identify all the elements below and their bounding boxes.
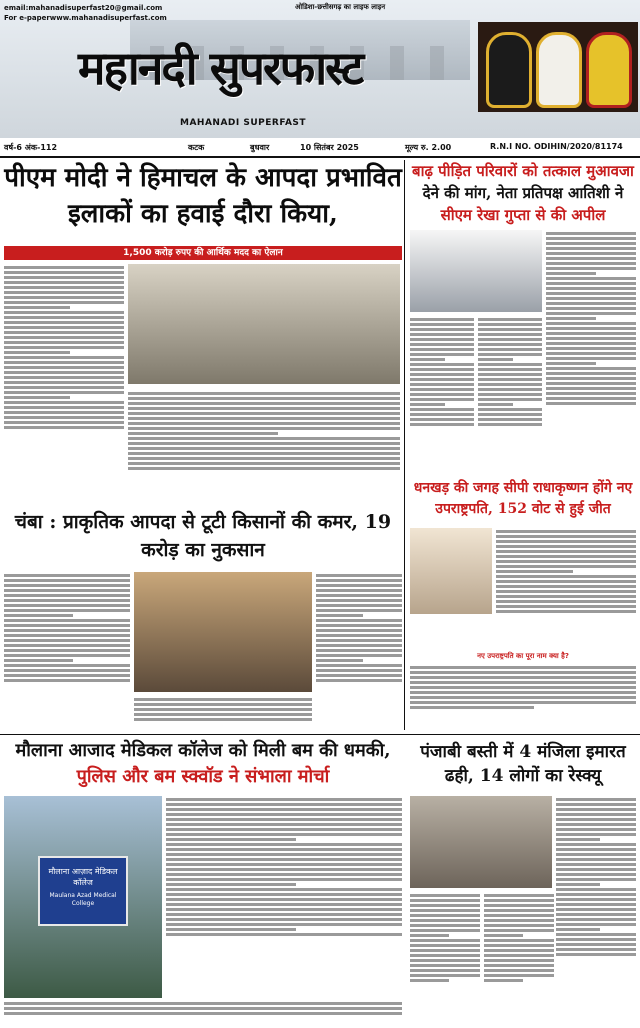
atishi-headline-line2: देने की मांग, नेता प्रतिपक्ष आतिशी ने <box>422 184 624 202</box>
contact-block <box>4 3 167 23</box>
farmers-headline-line1: चंबा : प्राकृतिक आपदा से टूटी किसानों की कमर, 19 <box>14 511 392 533</box>
masthead <box>0 0 640 138</box>
collapse-photo <box>410 796 552 888</box>
farmers-body-col1 <box>4 572 130 732</box>
college-sign-hindi: मौलाना आज़ाद मेडिकल कॉलेज <box>48 867 118 887</box>
epaper-link[interactable]: For e-paperwww.mahanadisuperfast.com <box>4 14 167 22</box>
atishi-photo <box>410 230 542 312</box>
weekday: बुधवार <box>250 143 270 152</box>
building-collapse-body-col1 <box>410 892 480 1024</box>
rni-number: R.N.I NO. ODIHIN/2020/81174 <box>490 142 623 151</box>
lead-body-col2 <box>128 390 400 502</box>
tagline: ओडिशा-छत्तीसगढ़ का लाइफ लाइन <box>295 3 386 11</box>
college-sign <box>38 856 128 926</box>
lead-strap: 1,500 करोड़ रुपए की आर्थिक मदद का ऐलान <box>4 246 402 260</box>
lead-headline[interactable] <box>4 160 402 232</box>
official-photo <box>134 572 312 692</box>
atishi-body-col3 <box>546 230 636 476</box>
radhakrishnan-photo <box>410 528 492 614</box>
vice-president-body <box>496 528 636 648</box>
medical-college-headline-line2: पुलिस और बम स्क्वॉड ने संभाला मोर्चा <box>76 766 330 787</box>
newspaper-subtitle: MAHANADI SUPERFAST <box>180 118 307 128</box>
building-collapse-body-col3 <box>556 796 636 1024</box>
vice-president-subhead: नए उपराष्ट्रपति का पूरा नाम क्या है? <box>477 652 569 660</box>
farmers-body-col3 <box>134 696 312 732</box>
building-collapse-headline-line1: पंजाबी बस्ती में 4 मंजिला इमारत <box>420 742 626 762</box>
atishi-body-col2 <box>478 316 542 476</box>
medical-college-body-2 <box>4 1000 402 1026</box>
atishi-headline-line3: सीएम रेखा गुप्ता से की अपील <box>440 206 606 224</box>
issue-date: 10 सितंबर 2025 <box>300 143 359 152</box>
lead-headline-line2: इलाकों का हवाई दौरा किया, <box>68 199 338 229</box>
newspaper-title: महानदी सुपरफास्ट <box>78 41 363 95</box>
info-bar <box>0 140 640 158</box>
vice-president-body-2 <box>410 664 636 728</box>
atishi-body-col1 <box>410 316 474 476</box>
meeting-photo <box>128 264 400 384</box>
vice-president-headline-line1: धनखड़ की जगह सीपी राधाकृष्णन होंगे नए <box>413 480 633 496</box>
vice-president-headline[interactable] <box>408 478 638 520</box>
farmers-headline[interactable] <box>4 508 402 564</box>
vice-president-headline-line2: उपराष्ट्रपति, 152 वोट से हुई जीत <box>435 501 611 517</box>
lead-body-col1 <box>4 264 124 500</box>
college-sign-photo <box>4 796 162 998</box>
atishi-headline-line1: बाढ़ पीड़ित परिवारों को तत्काल मुआवजा <box>412 162 634 180</box>
college-sign-english: Maulana Azad Medical College <box>49 892 117 907</box>
section-rule <box>0 734 640 735</box>
lead-headline-line1: पीएम मोदी ने हिमाचल के आपदा प्रभावित <box>4 163 402 193</box>
building-collapse-headline[interactable] <box>408 740 638 788</box>
place: कटक <box>188 143 205 152</box>
building-collapse-body-col2 <box>484 892 554 1024</box>
farmers-headline-line2: करोड़ का नुकसान <box>141 539 265 561</box>
farmers-body-col2 <box>316 572 402 732</box>
medical-college-headline-line1: मौलाना आजाद मेडिकल कॉलेज को मिली बम की धमकी, <box>15 740 391 761</box>
year-issue: वर्ष-6 अंक-112 <box>4 143 58 152</box>
column-divider <box>404 160 405 730</box>
medical-college-headline[interactable] <box>4 738 402 790</box>
atishi-headline[interactable] <box>408 160 638 226</box>
building-collapse-headline-line2: ढही, 14 लोगों का रेस्क्यू <box>444 766 602 786</box>
email-text: email:mahanadisuperfast20@gmail.com <box>4 4 163 12</box>
deities-image <box>478 22 638 112</box>
price: मूल्य रु. 2.00 <box>405 143 452 152</box>
medical-college-body <box>166 796 402 998</box>
